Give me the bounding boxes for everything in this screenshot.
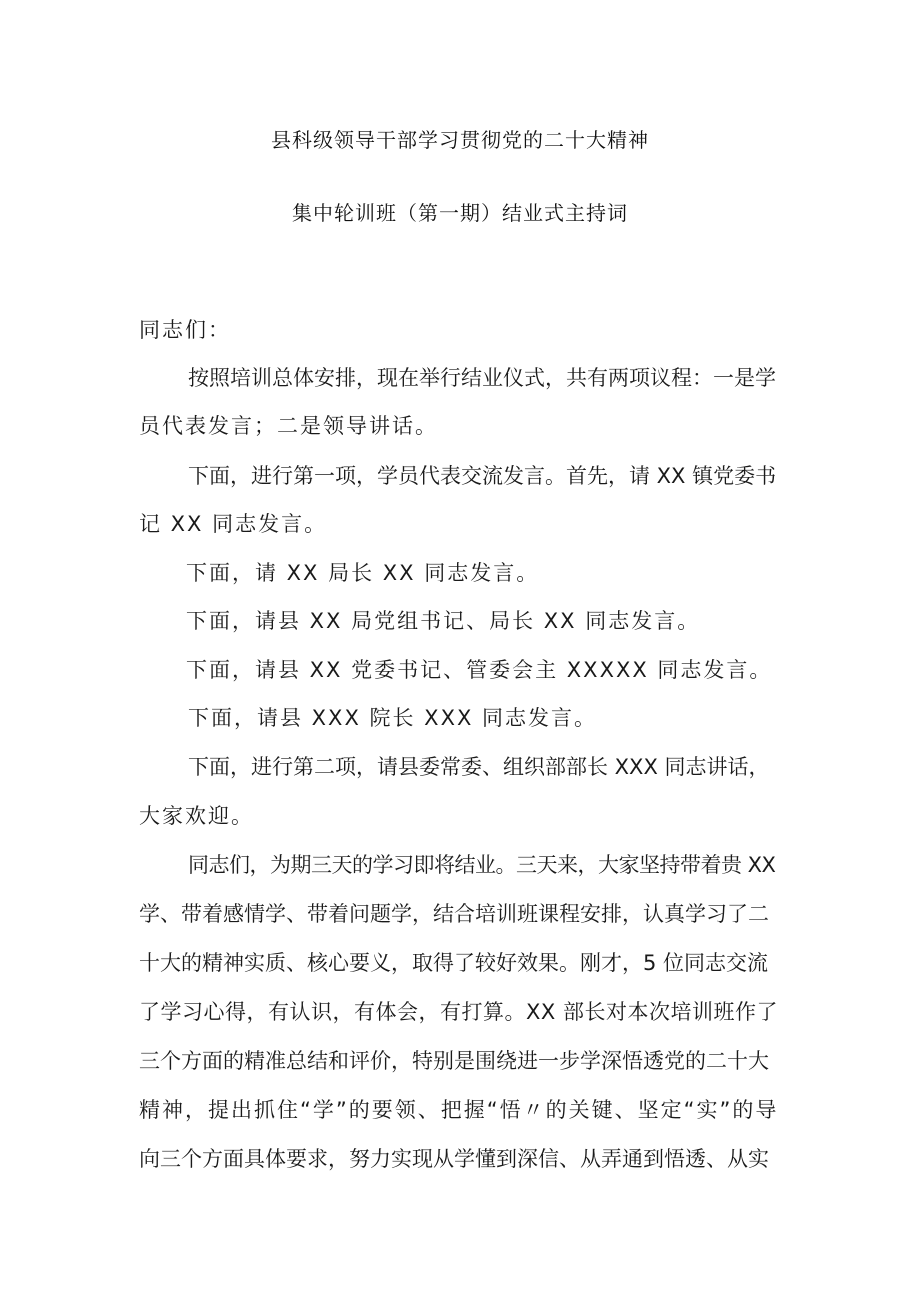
- paragraph-line: 向三个方面具体要求，努力实现从学懂到深信、从弄通到悟透、从实: [139, 1147, 769, 1171]
- paragraph-line: 下面，请县 XXX 院长 XXX 同志发言。: [188, 706, 598, 730]
- paragraph-line: 记 XX 同志发言。: [139, 512, 328, 536]
- paragraph-line: 下面，进行第一项，学员代表交流发言。首先，请 XX 镇党委书: [188, 464, 777, 488]
- paragraph-line: 下面，请 XX 局长 XX 同志发言。: [186, 561, 540, 585]
- paragraph-line: 三个方面的精准总结和评价，特别是围绕进一步学深悟透党的二十大: [139, 1049, 769, 1073]
- paragraph-line: 下面，请县 XX 局党组书记、局长 XX 同志发言。: [186, 609, 701, 633]
- paragraph-line: 下面，进行第二项，请县委常委、组织部部长 XXX 同志讲话，: [188, 755, 770, 779]
- paragraph-line: 下面，请县 XX 党委书记、管委会主 XXXXX 同志发言。: [186, 658, 773, 682]
- salutation: 同志们：: [139, 318, 231, 342]
- paragraph-line: 大家欢迎。: [139, 804, 254, 828]
- paragraph-line: 了学习心得，有认识，有体会，有打算。XX 部长对本次培训班作了: [139, 1000, 778, 1024]
- paragraph-line: 学、带着感情学、带着问题学，结合培训班课程安排，认真学习了二: [139, 902, 769, 926]
- paragraph-line: 按照培训总体安排，现在举行结业仪式，共有两项议程：一是学: [188, 366, 776, 390]
- document-title-line-1: 县科级领导干部学习贯彻党的二十大精神: [271, 128, 649, 152]
- paragraph-line: 十大的精神实质、核心要义，取得了较好效果。刚才，5 位同志交流: [139, 951, 769, 975]
- paragraph-line: 精神，提出抓住“学”的要领、把握“悟〃的关键、坚定“实”的导: [139, 1098, 779, 1122]
- paragraph-line: 员代表发言；二是领导讲话。: [139, 414, 438, 438]
- paragraph-line: 同志们，为期三天的学习即将结业。三天来，大家坚持带着贵 XX: [188, 853, 776, 877]
- document-title-line-2: 集中轮训班（第一期）结业式主持词: [292, 201, 628, 225]
